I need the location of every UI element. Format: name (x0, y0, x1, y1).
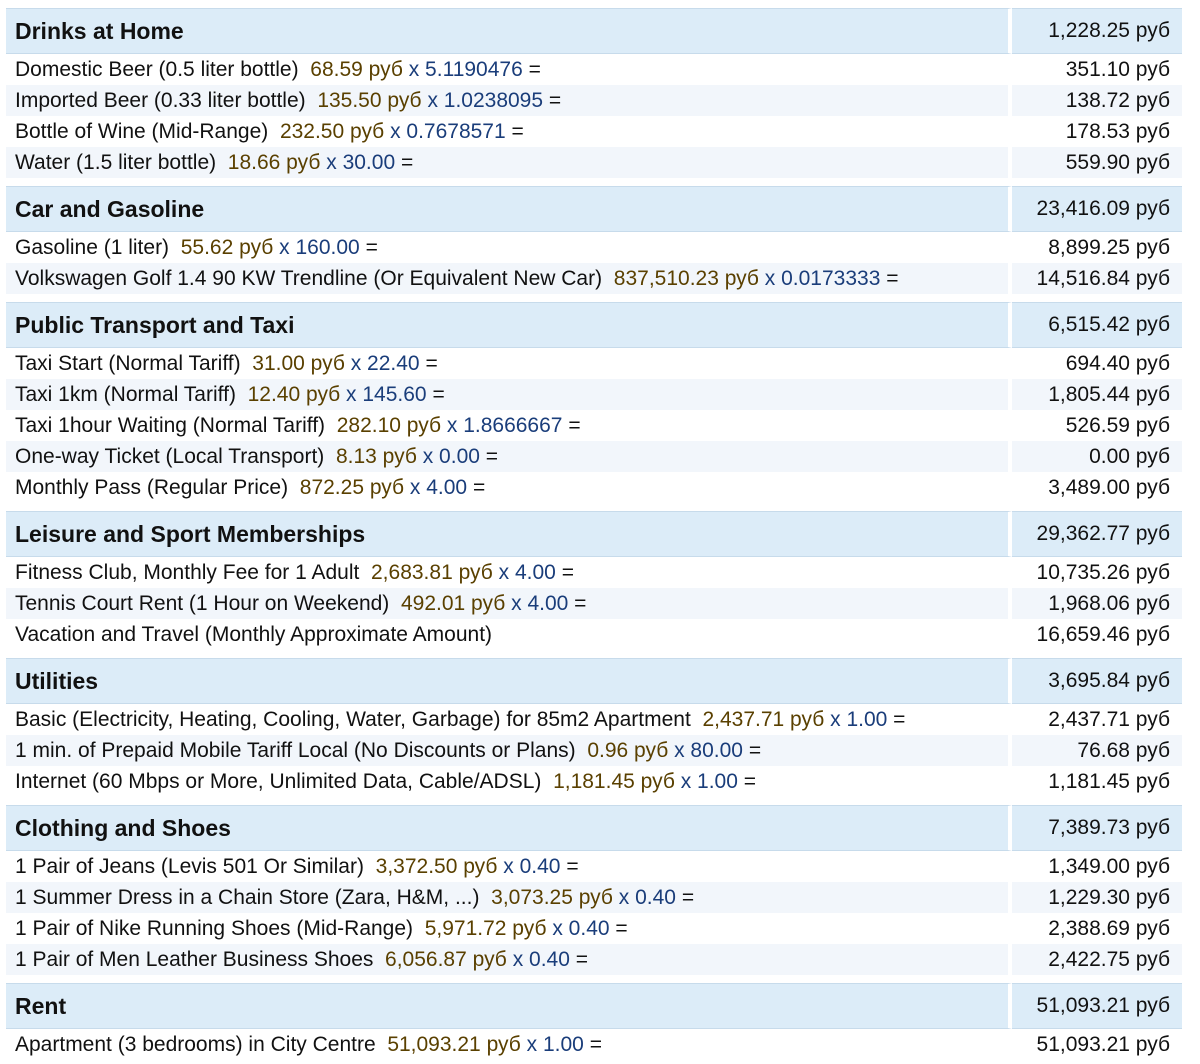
spacer-cell (1012, 294, 1182, 302)
item-quantity: x 1.00 (680, 769, 738, 793)
line-item-row (6, 441, 1182, 472)
section-title: Leisure and Sport Memberships (6, 511, 1012, 557)
item-total: 1,349.00 руб (1012, 851, 1182, 882)
equals-sign: = (472, 475, 486, 499)
item-name: 1 Pair of Nike Running Shoes (Mid-Range) (15, 916, 414, 940)
line-item-cell (6, 704, 1012, 735)
cost-table-body (6, 8, 1182, 1060)
line-item-row (6, 232, 1182, 263)
item-unit-price: 0.96 руб (587, 738, 669, 762)
item-unit-price: 51,093.21 руб (387, 1032, 521, 1056)
section-spacer (6, 975, 1182, 983)
line-item-cell (6, 944, 1012, 975)
item-quantity: x 30.00 (326, 150, 396, 174)
line-item-cell (6, 882, 1012, 913)
line-item-row (6, 735, 1182, 766)
equals-sign: = (568, 413, 581, 437)
section-total: 23,416.09 руб (1012, 186, 1182, 232)
line-item-row (6, 472, 1182, 503)
item-unit-price: 5,971.72 руб (424, 916, 547, 940)
section-title: Public Transport and Taxi (6, 302, 1012, 348)
line-item-cell (6, 1029, 1012, 1060)
line-item-cell (6, 472, 1012, 503)
item-unit-price: 6,056.87 руб (385, 947, 507, 971)
item-name: Vacation and Travel (Monthly Approximate Amount) (15, 622, 493, 646)
line-item-cell (6, 85, 1012, 116)
equals-sign: = (574, 591, 587, 615)
item-total: 2,388.69 руб (1012, 913, 1182, 944)
item-name: 1 Pair of Jeans (Levis 501 Or Similar) (15, 854, 364, 878)
item-quantity: x 0.40 (503, 854, 561, 878)
item-name: Taxi 1km (Normal Tariff) (15, 382, 236, 406)
section-header (6, 8, 1182, 54)
spacer-cell (6, 294, 1012, 302)
item-quantity: x 1.00 (526, 1032, 584, 1056)
item-unit-price: 12.40 руб (247, 382, 341, 406)
line-item-row (6, 54, 1182, 85)
item-total: 559.90 руб (1012, 147, 1182, 178)
item-total: 178.53 руб (1012, 116, 1182, 147)
item-unit-price: 3,073.25 руб (491, 885, 613, 909)
item-name: Internet (60 Mbps or More, Unlimited Data, Cable/ADSL) (15, 769, 542, 793)
item-unit-price: 837,510.23 руб (613, 266, 759, 290)
item-unit-price: 492.01 руб (400, 591, 506, 615)
item-quantity: x 0.40 (552, 916, 610, 940)
item-unit-price: 31.00 руб (252, 351, 345, 375)
line-item-row (6, 619, 1182, 650)
item-total: 351.10 руб (1012, 54, 1182, 85)
item-unit-price: 18.66 руб (227, 150, 321, 174)
equals-sign: = (432, 382, 445, 406)
section-title: Car and Gasoline (6, 186, 1012, 232)
line-item-row (6, 410, 1182, 441)
line-item-cell (6, 557, 1012, 588)
item-name: 1 min. of Prepaid Mobile Tariff Local (No Discounts or Plans) (15, 738, 576, 762)
equals-sign: = (425, 351, 438, 375)
equals-sign: = (400, 150, 414, 174)
line-item-cell (6, 735, 1012, 766)
item-total: 1,968.06 руб (1012, 588, 1182, 619)
spacer-cell (1012, 975, 1182, 983)
item-total: 3,489.00 руб (1012, 472, 1182, 503)
item-quantity: x 0.00 (422, 444, 480, 468)
section-total: 29,362.77 руб (1012, 511, 1182, 557)
item-quantity: x 4.00 (498, 560, 556, 584)
line-item-cell (6, 263, 1012, 294)
item-unit-price: 8.13 руб (335, 444, 417, 468)
line-item-cell (6, 379, 1012, 410)
item-total: 1,181.45 руб (1012, 766, 1182, 797)
line-item-cell (6, 54, 1012, 85)
line-item-row (6, 882, 1182, 913)
line-item-row (6, 379, 1182, 410)
equals-sign: = (893, 707, 906, 731)
line-item-cell (6, 619, 1012, 650)
section-header (6, 658, 1182, 704)
item-name: Domestic Beer (0.5 liter bottle) (15, 57, 299, 81)
line-item-cell (6, 348, 1012, 379)
section-header (6, 302, 1182, 348)
item-total: 10,735.26 руб (1012, 557, 1182, 588)
item-total: 51,093.21 руб (1012, 1029, 1182, 1060)
line-item-row (6, 588, 1182, 619)
section-header (6, 805, 1182, 851)
section-title: Rent (6, 983, 1012, 1029)
line-item-cell (6, 147, 1012, 178)
equals-sign: = (575, 947, 589, 971)
line-item-cell (6, 588, 1012, 619)
item-name: Volkswagen Golf 1.4 90 KW Trendline (Or Equivalent New Car) (15, 266, 603, 290)
equals-sign: = (615, 916, 628, 940)
equals-sign: = (561, 560, 574, 584)
line-item-row (6, 116, 1182, 147)
item-quantity: x 0.7678571 (390, 119, 506, 143)
item-total: 2,437.71 руб (1012, 704, 1182, 735)
spacer-cell (6, 503, 1012, 511)
item-name: 1 Summer Dress in a Chain Store (Zara, H&M, ...) (15, 885, 480, 909)
spacer-cell (6, 797, 1012, 805)
item-quantity: x 145.60 (346, 382, 427, 406)
item-name: Apartment (3 bedrooms) in City Centre (15, 1032, 376, 1056)
item-quantity: x 160.00 (279, 235, 360, 259)
section-total: 51,093.21 руб (1012, 983, 1182, 1029)
line-item-row (6, 704, 1182, 735)
equals-sign: = (566, 854, 579, 878)
item-unit-price: 68.59 руб (310, 57, 403, 81)
item-unit-price: 2,683.81 руб (371, 560, 493, 584)
item-name: Basic (Electricity, Heating, Cooling, Water, Garbage) for 85m2 Apartment (15, 707, 691, 731)
section-spacer (6, 178, 1182, 186)
line-item-cell (6, 441, 1012, 472)
item-quantity: x 1.0238095 (427, 88, 544, 112)
equals-sign: = (485, 444, 499, 468)
item-total: 8,899.25 руб (1012, 232, 1182, 263)
line-item-cell (6, 116, 1012, 147)
item-quantity: x 1.8666667 (446, 413, 563, 437)
item-name: Imported Beer (0.33 liter bottle) (15, 88, 306, 112)
item-total: 0.00 руб (1012, 441, 1182, 472)
equals-sign: = (886, 266, 899, 290)
item-name: Gasoline (1 liter) (15, 235, 170, 259)
item-total: 1,805.44 руб (1012, 379, 1182, 410)
equals-sign: = (743, 769, 757, 793)
item-name: 1 Pair of Men Leather Business Shoes (15, 947, 374, 971)
equals-sign: = (548, 88, 562, 112)
line-item-cell (6, 851, 1012, 882)
item-quantity: x 4.00 (511, 591, 569, 615)
equals-sign: = (748, 738, 762, 762)
line-item-cell (6, 766, 1012, 797)
equals-sign: = (528, 57, 541, 81)
item-unit-price: 282.10 руб (336, 413, 442, 437)
item-total: 526.59 руб (1012, 410, 1182, 441)
line-item-row (6, 348, 1182, 379)
cost-table (6, 8, 1182, 1060)
section-header (6, 511, 1182, 557)
line-item-row (6, 557, 1182, 588)
item-total: 1,229.30 руб (1012, 882, 1182, 913)
item-total: 76.68 руб (1012, 735, 1182, 766)
section-total: 1,228.25 руб (1012, 8, 1182, 54)
equals-sign: = (589, 1032, 602, 1056)
item-total: 138.72 руб (1012, 85, 1182, 116)
section-spacer (6, 650, 1182, 658)
line-item-row (6, 263, 1182, 294)
equals-sign: = (365, 235, 378, 259)
section-spacer (6, 797, 1182, 805)
section-total: 3,695.84 руб (1012, 658, 1182, 704)
spacer-cell (1012, 797, 1182, 805)
line-item-cell (6, 232, 1012, 263)
equals-sign: = (681, 885, 695, 909)
item-name: Tennis Court Rent (1 Hour on Weekend) (15, 591, 390, 615)
line-item-row (6, 766, 1182, 797)
section-spacer (6, 294, 1182, 302)
line-item-row (6, 147, 1182, 178)
item-quantity: x 0.0173333 (764, 266, 881, 290)
item-unit-price: 232.50 руб (279, 119, 385, 143)
item-total: 16,659.46 руб (1012, 619, 1182, 650)
item-quantity: x 0.40 (512, 947, 570, 971)
item-name: Water (1.5 liter bottle) (15, 150, 217, 174)
item-quantity: x 0.40 (618, 885, 676, 909)
section-header (6, 186, 1182, 232)
line-item-row (6, 85, 1182, 116)
line-item-row (6, 1029, 1182, 1060)
item-quantity: x 22.40 (350, 351, 420, 375)
line-item-row (6, 851, 1182, 882)
line-item-cell (6, 410, 1012, 441)
line-item-row (6, 944, 1182, 975)
item-name: Fitness Club, Monthly Fee for 1 Adult (15, 560, 360, 584)
spacer-cell (6, 975, 1012, 983)
spacer-cell (1012, 503, 1182, 511)
equals-sign: = (511, 119, 524, 143)
item-name: Taxi Start (Normal Tariff) (15, 351, 241, 375)
item-name: One-way Ticket (Local Transport) (15, 444, 325, 468)
item-name: Monthly Pass (Regular Price) (15, 475, 289, 499)
section-header (6, 983, 1182, 1029)
spacer-cell (6, 178, 1012, 186)
item-quantity: x 80.00 (674, 738, 743, 762)
item-name: Bottle of Wine (Mid-Range) (15, 119, 269, 143)
item-unit-price: 55.62 руб (180, 235, 274, 259)
item-unit-price: 135.50 руб (317, 88, 422, 112)
item-unit-price: 1,181.45 руб (553, 769, 675, 793)
spacer-cell (1012, 650, 1182, 658)
item-unit-price: 2,437.71 руб (702, 707, 825, 731)
section-title: Clothing and Shoes (6, 805, 1012, 851)
item-name: Taxi 1hour Waiting (Normal Tariff) (15, 413, 326, 437)
section-total: 7,389.73 руб (1012, 805, 1182, 851)
spacer-cell (1012, 178, 1182, 186)
section-title: Utilities (6, 658, 1012, 704)
line-item-row (6, 913, 1182, 944)
section-title: Drinks at Home (6, 8, 1012, 54)
line-item-cell (6, 913, 1012, 944)
item-unit-price: 872.25 руб (299, 475, 405, 499)
section-total: 6,515.42 руб (1012, 302, 1182, 348)
item-quantity: x 1.00 (830, 707, 888, 731)
section-spacer (6, 503, 1182, 511)
item-total: 14,516.84 руб (1012, 263, 1182, 294)
item-total: 694.40 руб (1012, 348, 1182, 379)
item-quantity: x 4.00 (409, 475, 468, 499)
spacer-cell (6, 650, 1012, 658)
item-quantity: x 5.1190476 (408, 57, 523, 81)
item-unit-price: 3,372.50 руб (375, 854, 498, 878)
item-total: 2,422.75 руб (1012, 944, 1182, 975)
